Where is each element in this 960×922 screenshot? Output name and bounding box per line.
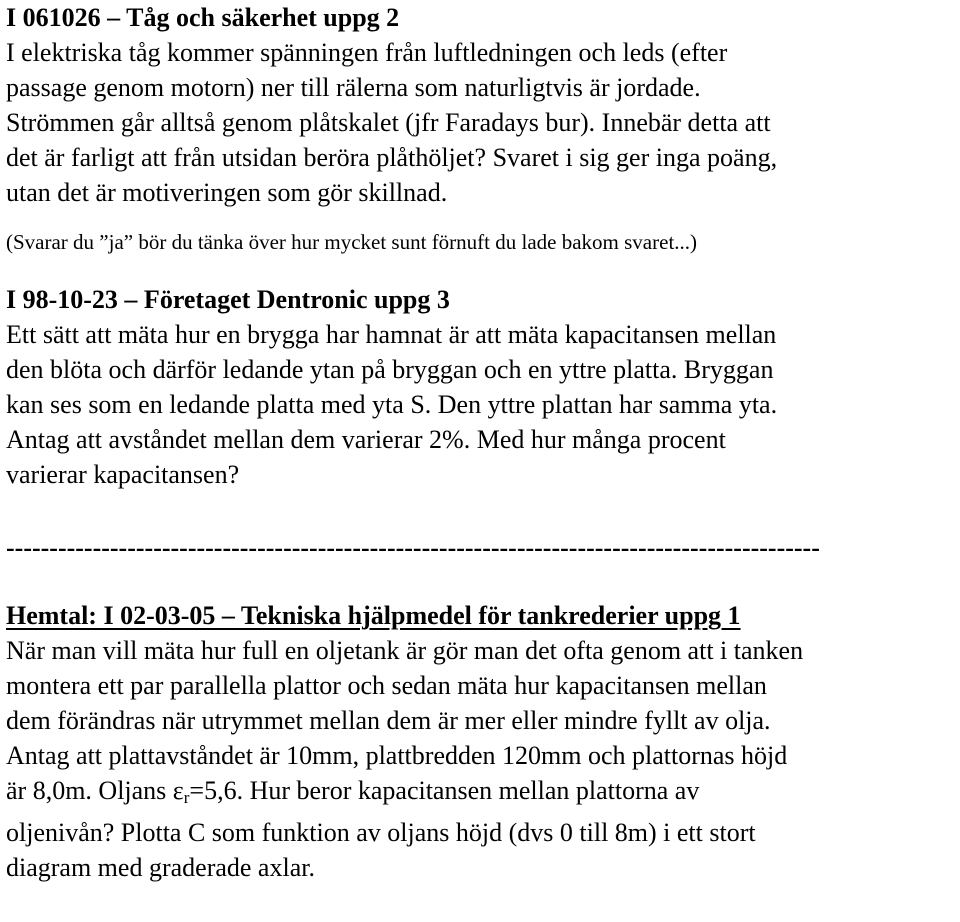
- paragraph-line: Antag att plattavståndet är 10mm, plattbredden 120mm och plattornas höjd: [6, 741, 788, 770]
- paragraph-line: När man vill mäta hur full en oljetank är gör man det ofta genom att i tanken: [6, 636, 804, 665]
- side-note: (Svarar du ”ja” bör du tänka över hur mycket sunt förnuft du lade bakom svaret...): [6, 230, 698, 254]
- paragraph-line: varierar kapacitansen?: [6, 460, 240, 489]
- paragraph-line: det är farligt att från utsidan beröra plåthöljet? Svaret i sig ger inga poäng,: [6, 143, 778, 172]
- spacer: [6, 565, 958, 598]
- document-page: [6, 0, 958, 885]
- paragraph-line: diagram med graderade axlar.: [6, 853, 315, 882]
- epsilon-subscript: r: [183, 788, 190, 807]
- section-title: I 98-10-23 – Företaget Dentronic uppg 3: [6, 285, 450, 314]
- section-title: I 061026 – Tåg och säkerhet uppg 2: [6, 3, 400, 32]
- paragraph-line: montera ett par parallella plattor och sedan mäta hur kapacitansen mellan: [6, 671, 767, 700]
- dashed-divider: ----------------------------------------------------------------------------------------------: [6, 533, 820, 562]
- spacer: [6, 210, 958, 228]
- paragraph-line: den blöta och därför ledande ytan på bryggan och en yttre platta. Bryggan: [6, 355, 774, 384]
- paragraph-line-epsilon: [6, 773, 958, 815]
- spacer: [6, 492, 958, 530]
- spacer: [6, 256, 958, 282]
- paragraph-line: utan det är motiveringen som gör skillnad.: [6, 178, 448, 207]
- paragraph-line: Antag att avståndet mellan dem varierar 2%. Med hur många procent: [6, 425, 726, 454]
- paragraph-line: Strömmen går alltså genom plåtskalet (jfr Faradays bur). Innebär detta att: [6, 108, 771, 137]
- paragraph-line: dem förändras när utrymmet mellan dem är mer eller mindre fyllt av olja.: [6, 706, 771, 735]
- paragraph-line: kan ses som en ledande platta med yta S. Den yttre plattan har samma yta.: [6, 390, 778, 419]
- line-text: =5,6. Hur beror kapacitansen mellan plattorna av: [189, 776, 700, 805]
- line-text: är 8,0m. Oljans ε: [6, 776, 184, 805]
- paragraph-line: passage genom motorn) ner till rälerna som naturligtvis är jordade.: [6, 73, 701, 102]
- paragraph-line: I elektriska tåg kommer spänningen från luftledningen och leds (efter: [6, 38, 728, 67]
- paragraph-line: Ett sätt att mäta hur en brygga har hamnat är att mäta kapacitansen mellan: [6, 320, 777, 349]
- homework-title: Hemtal: I 02-03-05 – Tekniska hjälpmedel för tankrederier uppg 1: [6, 601, 741, 630]
- paragraph-line: oljenivån? Plotta C som funktion av oljans höjd (dvs 0 till 8m) i ett stort: [6, 818, 756, 847]
